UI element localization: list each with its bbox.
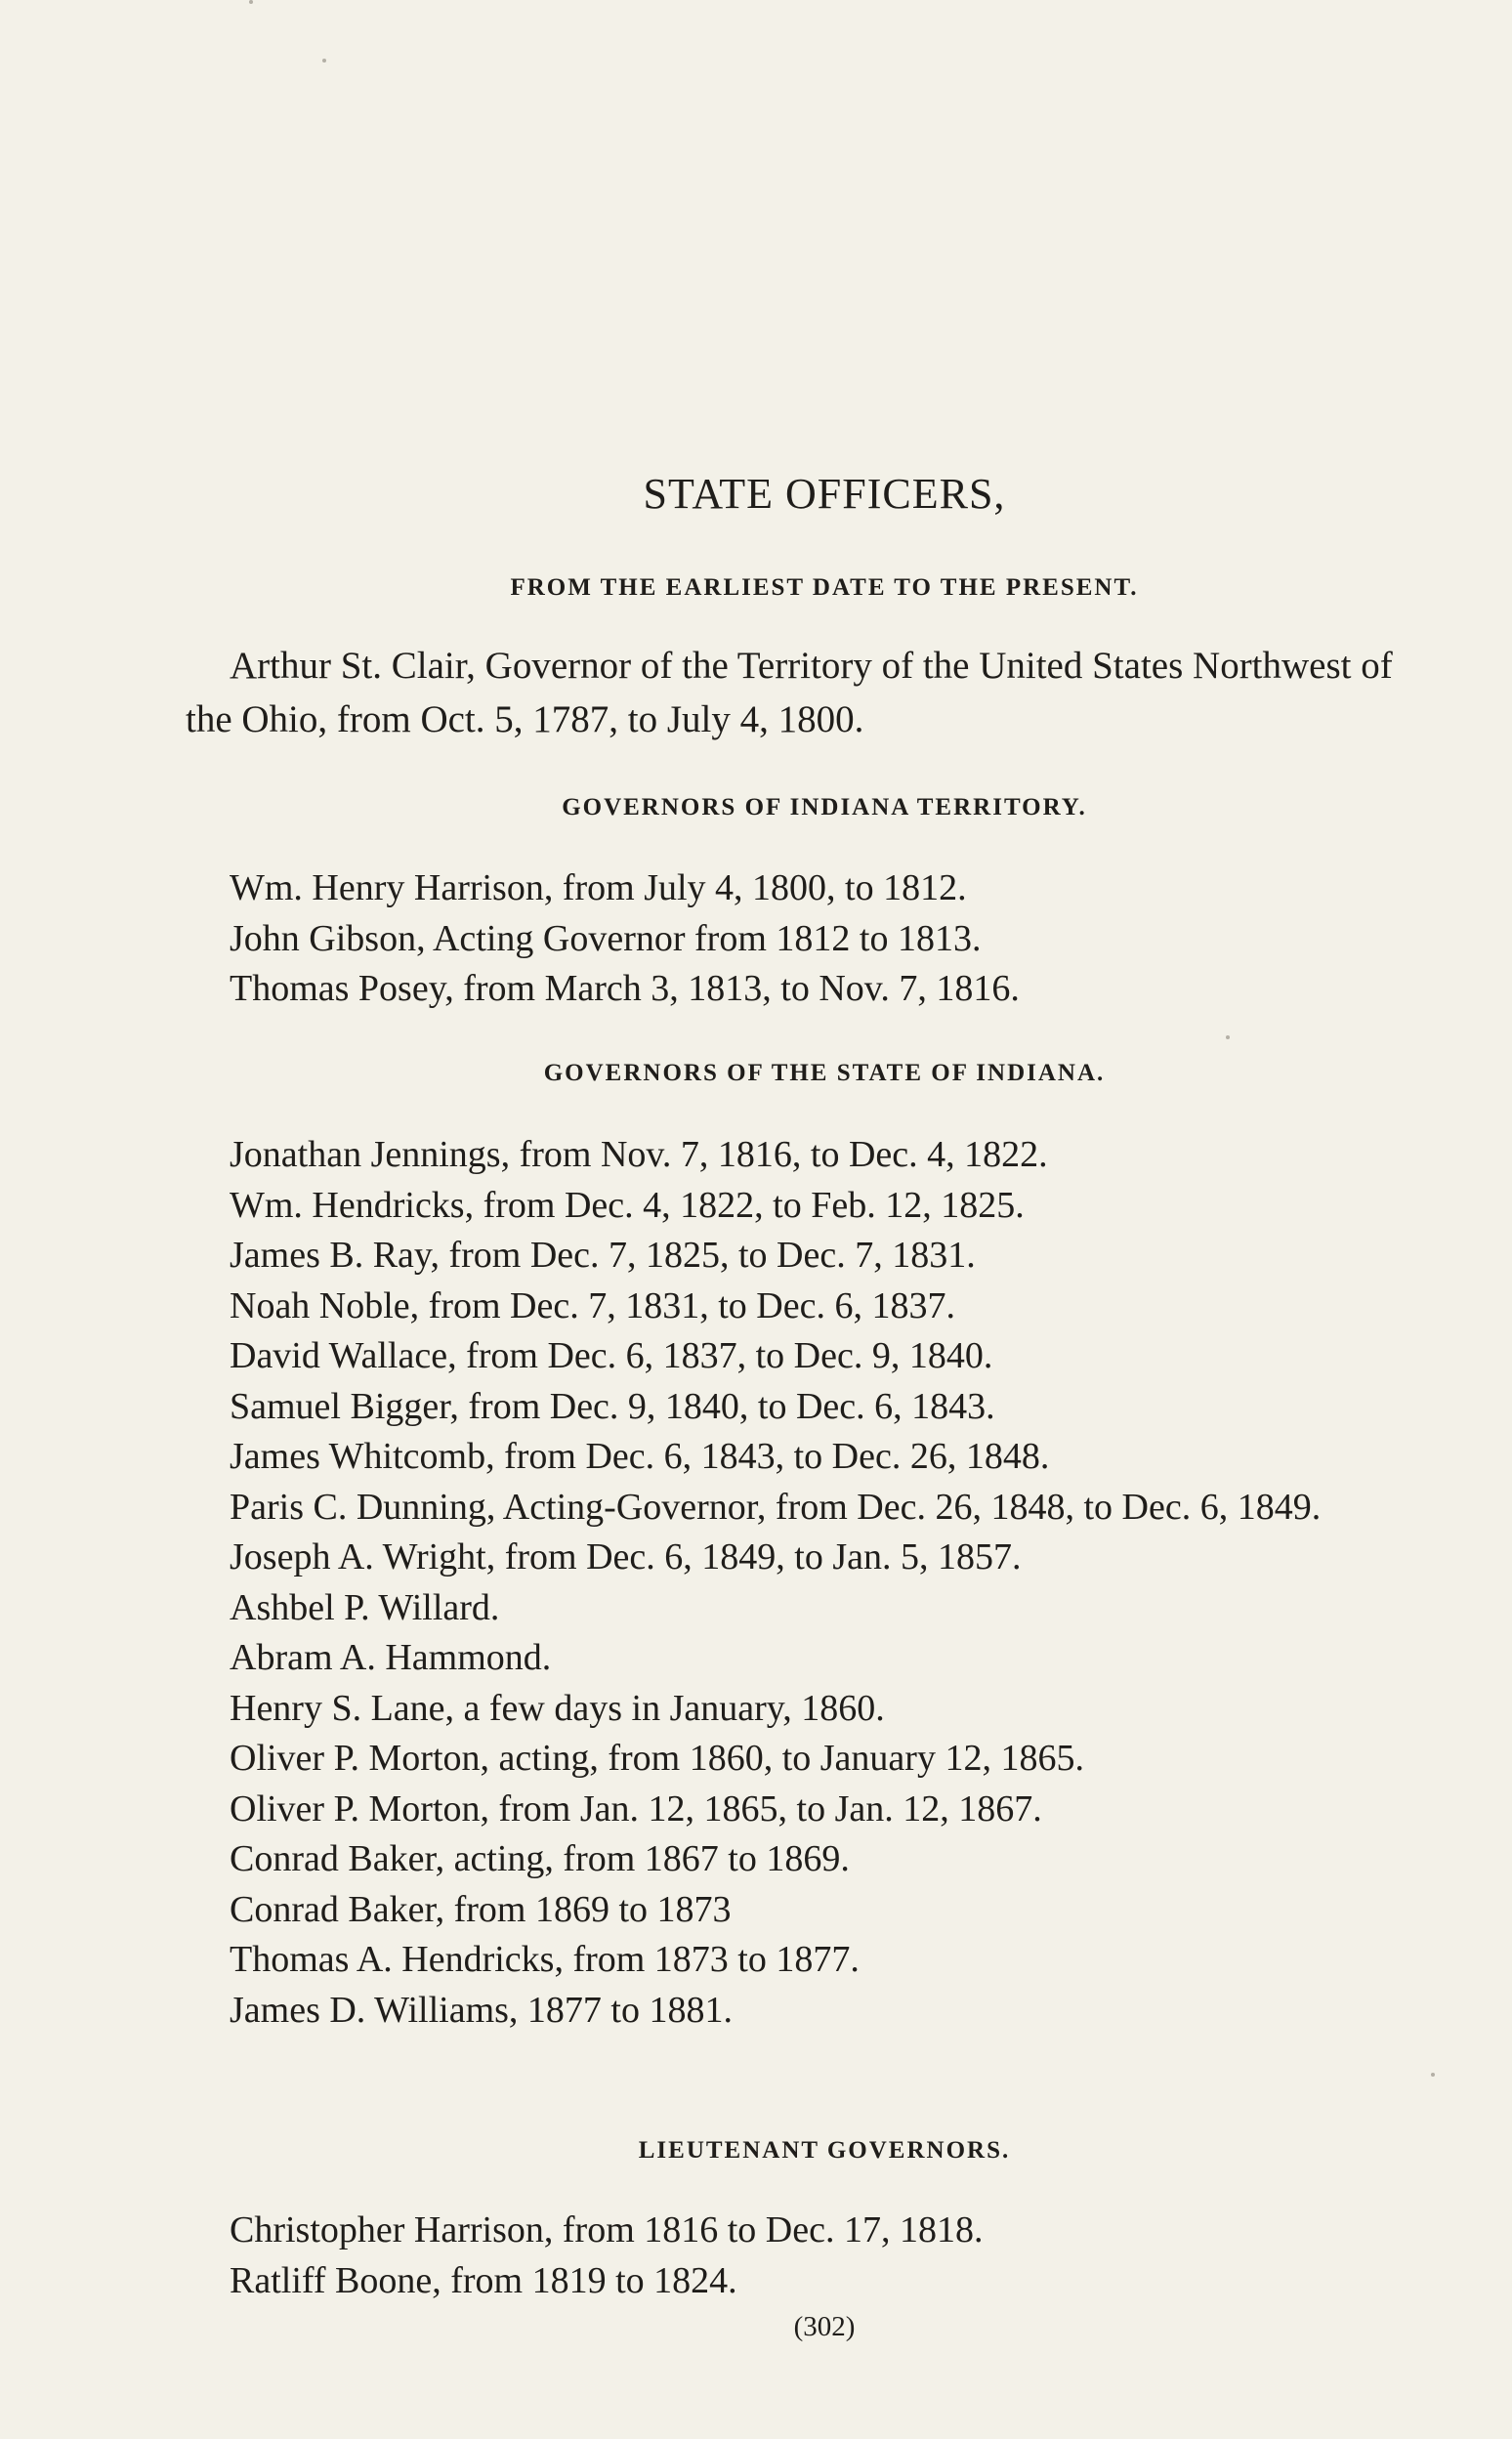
list-item: Noah Noble, from Dec. 7, 1831, to Dec. 6, 1837. (230, 1284, 955, 1326)
list-item: Conrad Baker, from 1869 to 1873 (230, 1888, 732, 1930)
list-item: Christopher Harrison, from 1816 to Dec. 17, 1818. (230, 2209, 984, 2250)
list-item: Conrad Baker, acting, from 1867 to 1869. (230, 1838, 850, 1879)
page-subtitle: FROM THE EARLIEST DATE TO THE PRESENT. (510, 574, 1139, 601)
list-item-text: Paris C. Dunning, Acting-Governor, from Dec. 26, 1848, to Dec. 6, 1849. (230, 1486, 1322, 1528)
print-speck (249, 0, 253, 4)
list-item: James B. Ray, from Dec. 7, 1825, to Dec. 7, 1831. (230, 1235, 976, 1276)
section-heading-territory-governors: GOVERNORS OF INDIANA TERRITORY. (562, 794, 1087, 820)
list-item: Wm. Hendricks, from Dec. 4, 1822, to Feb. 12, 1825. (230, 1184, 1025, 1226)
list-item: Thomas A. Hendricks, from 1873 to 1877. (230, 1939, 860, 1980)
list-item: Henry S. Lane, a few days in January, 1860. (230, 1687, 885, 1729)
list-item: Joseph A. Wright, from Dec. 6, 1849, to Jan. 5, 1857. (230, 1536, 1022, 1577)
lieutenant-governors-list (230, 2206, 1441, 2306)
list-item: Thomas Posey, from March 3, 1813, to Nov. 7, 1816. (230, 968, 1020, 1009)
list-item: Wm. Henry Harrison, from July 4, 1800, to 1812. (230, 867, 967, 908)
list-item: Samuel Bigger, from Dec. 9, 1840, to Dec. 6, 1843. (230, 1385, 995, 1427)
print-speck (1431, 2073, 1435, 2077)
intro-paragraph: Arthur St. Clair, Governor of the Territory of the United States Northwest of the Ohio, from Oct. 5, 1787, to July 4, 1800. (186, 645, 1393, 740)
list-item: Oliver P. Morton, acting, from 1860, to January 12, 1865. (230, 1738, 1084, 1779)
list-item: Oliver P. Morton, from Jan. 12, 1865, to Jan. 12, 1867. (230, 1787, 1042, 1829)
list-item: Ratliff Boone, from 1819 to 1824. (230, 2259, 737, 2301)
list-item: John Gibson, Acting Governor from 1812 to 1813. (230, 917, 982, 959)
list-item (186, 1483, 1441, 1534)
page-title: STATE OFFICERS, (643, 470, 1006, 518)
print-speck (1226, 1035, 1230, 1039)
print-speck (322, 59, 326, 63)
list-item: Abram A. Hammond. (230, 1637, 552, 1678)
section-heading-state-governors: GOVERNORS OF THE STATE OF INDIANA. (543, 1060, 1106, 1086)
list-item: David Wallace, from Dec. 6, 1837, to Dec. 9, 1840. (230, 1335, 993, 1376)
list-item: James D. Williams, 1877 to 1881. (230, 1989, 733, 2031)
list-item: James Whitcomb, from Dec. 6, 1843, to Dec. 26, 1848. (230, 1436, 1050, 1477)
state-governors-list (230, 1130, 1441, 2036)
list-item: Jonathan Jennings, from Nov. 7, 1816, to Dec. 4, 1822. (230, 1134, 1048, 1175)
list-item: Ashbel P. Willard. (230, 1586, 500, 1628)
territory-governors-list (230, 863, 1441, 1015)
section-heading-lieutenant-governors: LIEUTENANT GOVERNORS. (638, 2137, 1011, 2164)
page-number: (302) (793, 2311, 856, 2342)
